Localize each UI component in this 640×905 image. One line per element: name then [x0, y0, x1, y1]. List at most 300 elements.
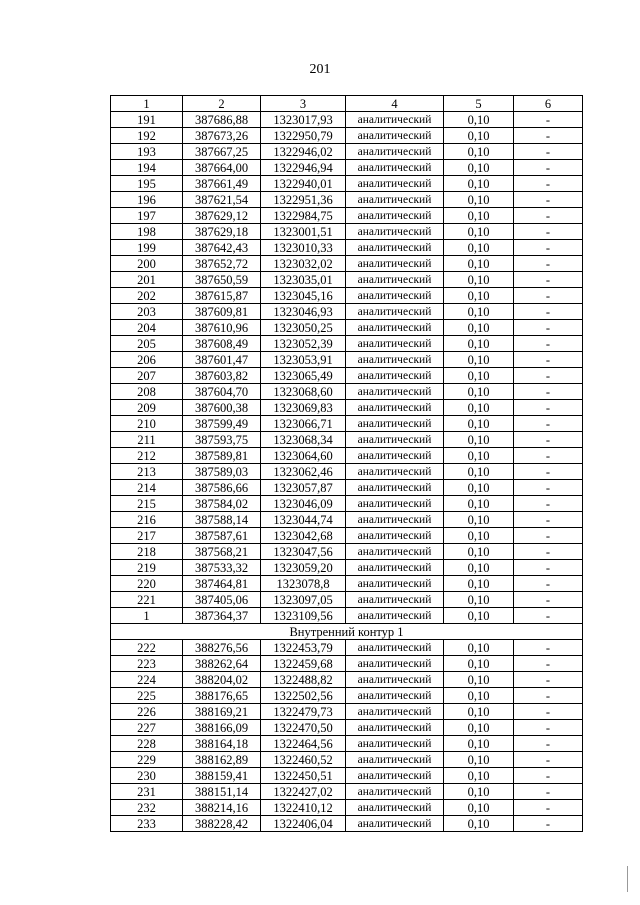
section-title: Внутренний контур 1: [111, 624, 583, 640]
table-cell: -: [514, 800, 583, 816]
table-row: [111, 672, 583, 688]
table-row: [111, 336, 583, 352]
table-row: [111, 448, 583, 464]
table-cell: 0,10: [444, 448, 514, 464]
table-cell: 201: [111, 272, 183, 288]
table-cell: 387588,14: [183, 512, 261, 528]
table-row: [111, 240, 583, 256]
table-cell: 387609,81: [183, 304, 261, 320]
table-cell: 1322427,02: [261, 784, 346, 800]
table-cell: 197: [111, 208, 183, 224]
table-cell: 228: [111, 736, 183, 752]
table-cell: 387584,02: [183, 496, 261, 512]
table-cell: 202: [111, 288, 183, 304]
table-cell: 1323032,02: [261, 256, 346, 272]
table-cell: аналитический: [346, 768, 444, 784]
table-cell: 1322406,04: [261, 816, 346, 832]
table-cell: 198: [111, 224, 183, 240]
table-cell: -: [514, 192, 583, 208]
table-cell: 388169,21: [183, 704, 261, 720]
table-row: [111, 640, 583, 656]
table-cell: -: [514, 592, 583, 608]
table-row: [111, 704, 583, 720]
table-cell: 1323068,34: [261, 432, 346, 448]
table-cell: 1322502,56: [261, 688, 346, 704]
table-cell: -: [514, 784, 583, 800]
table-row: [111, 656, 583, 672]
table-cell: 1323046,93: [261, 304, 346, 320]
column-header: 1: [111, 96, 183, 112]
table-row: [111, 528, 583, 544]
table-cell: 387586,66: [183, 480, 261, 496]
table-cell: -: [514, 752, 583, 768]
table-cell: 1323047,56: [261, 544, 346, 560]
table-cell: 0,10: [444, 128, 514, 144]
table-cell: 0,10: [444, 784, 514, 800]
table-cell: 1323010,33: [261, 240, 346, 256]
table-cell: аналитический: [346, 288, 444, 304]
table-cell: -: [514, 608, 583, 624]
column-header: 5: [444, 96, 514, 112]
table-cell: 387664,00: [183, 160, 261, 176]
table-cell: 0,10: [444, 256, 514, 272]
table-row: [111, 288, 583, 304]
table-row: [111, 432, 583, 448]
table-cell: 225: [111, 688, 183, 704]
table-cell: 387608,49: [183, 336, 261, 352]
table-cell: 0,10: [444, 752, 514, 768]
table-cell: -: [514, 160, 583, 176]
table-cell: 0,10: [444, 416, 514, 432]
table-cell: 213: [111, 464, 183, 480]
table-cell: -: [514, 320, 583, 336]
table-cell: 387661,49: [183, 176, 261, 192]
table-row: [111, 144, 583, 160]
table-cell: аналитический: [346, 528, 444, 544]
table-cell: аналитический: [346, 304, 444, 320]
table-cell: 221: [111, 592, 183, 608]
table-cell: аналитический: [346, 144, 444, 160]
table-cell: 387652,72: [183, 256, 261, 272]
table-cell: 387629,18: [183, 224, 261, 240]
table-cell: 1322946,94: [261, 160, 346, 176]
table-cell: 387593,75: [183, 432, 261, 448]
table-cell: 0,10: [444, 816, 514, 832]
table-cell: 219: [111, 560, 183, 576]
table-cell: 1322470,50: [261, 720, 346, 736]
table-cell: 1323045,16: [261, 288, 346, 304]
table-cell: 0,10: [444, 112, 514, 128]
table-cell: -: [514, 544, 583, 560]
table-cell: аналитический: [346, 704, 444, 720]
table-cell: аналитический: [346, 592, 444, 608]
table-cell: -: [514, 176, 583, 192]
table-cell: -: [514, 128, 583, 144]
table-row: [111, 720, 583, 736]
table-cell: аналитический: [346, 640, 444, 656]
table-cell: 217: [111, 528, 183, 544]
table-cell: аналитический: [346, 448, 444, 464]
table-row: [111, 784, 583, 800]
table-cell: -: [514, 448, 583, 464]
table-cell: 1323065,49: [261, 368, 346, 384]
table-cell: -: [514, 768, 583, 784]
table-cell: 387600,38: [183, 400, 261, 416]
table-cell: 0,10: [444, 768, 514, 784]
table-cell: 207: [111, 368, 183, 384]
table-cell: 387604,70: [183, 384, 261, 400]
table-cell: 1323050,25: [261, 320, 346, 336]
table-cell: 387533,32: [183, 560, 261, 576]
table-cell: 1323097,05: [261, 592, 346, 608]
table-cell: 0,10: [444, 528, 514, 544]
table-cell: -: [514, 720, 583, 736]
table-cell: 1322459,68: [261, 656, 346, 672]
table-cell: -: [514, 368, 583, 384]
table-row: [111, 560, 583, 576]
coordinates-table: [110, 95, 583, 832]
table-row: [111, 352, 583, 368]
table-cell: 387364,37: [183, 608, 261, 624]
table-cell: 194: [111, 160, 183, 176]
table-cell: 195: [111, 176, 183, 192]
table-cell: 1322940,01: [261, 176, 346, 192]
table-cell: -: [514, 736, 583, 752]
table-cell: 0,10: [444, 608, 514, 624]
table-cell: 1322946,02: [261, 144, 346, 160]
table-cell: 1323044,74: [261, 512, 346, 528]
table-cell: -: [514, 512, 583, 528]
table-cell: 200: [111, 256, 183, 272]
column-header: 3: [261, 96, 346, 112]
table-cell: 0,10: [444, 208, 514, 224]
table-cell: 0,10: [444, 384, 514, 400]
table-cell: аналитический: [346, 240, 444, 256]
table-cell: 0,10: [444, 640, 514, 656]
table-cell: аналитический: [346, 720, 444, 736]
table-cell: 1: [111, 608, 183, 624]
table-cell: аналитический: [346, 112, 444, 128]
column-header: 2: [183, 96, 261, 112]
table-row: [111, 256, 583, 272]
table-row: [111, 496, 583, 512]
table-cell: 0,10: [444, 176, 514, 192]
table-cell: 387615,87: [183, 288, 261, 304]
table-row: [111, 800, 583, 816]
table-cell: аналитический: [346, 432, 444, 448]
table-cell: 388276,56: [183, 640, 261, 656]
table-cell: аналитический: [346, 336, 444, 352]
table-cell: 1322460,52: [261, 752, 346, 768]
table-cell: 0,10: [444, 352, 514, 368]
table-cell: -: [514, 656, 583, 672]
table-row: [111, 192, 583, 208]
table-cell: 1322453,79: [261, 640, 346, 656]
table-cell: 388176,65: [183, 688, 261, 704]
table-cell: 211: [111, 432, 183, 448]
table-cell: -: [514, 272, 583, 288]
table-cell: 206: [111, 352, 183, 368]
table-cell: 0,10: [444, 480, 514, 496]
table-cell: 0,10: [444, 512, 514, 528]
table-cell: 0,10: [444, 576, 514, 592]
table-row: [111, 736, 583, 752]
table-cell: -: [514, 384, 583, 400]
table-cell: 1322984,75: [261, 208, 346, 224]
table-cell: 1323109,56: [261, 608, 346, 624]
table-cell: аналитический: [346, 352, 444, 368]
table-cell: 1323059,20: [261, 560, 346, 576]
table-cell: -: [514, 288, 583, 304]
table-cell: 0,10: [444, 736, 514, 752]
table-cell: -: [514, 336, 583, 352]
table-cell: аналитический: [346, 560, 444, 576]
table-row: [111, 176, 583, 192]
table-row: [111, 368, 583, 384]
table-cell: 0,10: [444, 464, 514, 480]
table-cell: аналитический: [346, 464, 444, 480]
table-cell: аналитический: [346, 192, 444, 208]
table-cell: 1322410,12: [261, 800, 346, 816]
margin-mark: [627, 866, 628, 892]
table-cell: 1323064,60: [261, 448, 346, 464]
table-cell: 199: [111, 240, 183, 256]
table-cell: 0,10: [444, 224, 514, 240]
table-cell: аналитический: [346, 752, 444, 768]
table-row: [111, 416, 583, 432]
table-cell: аналитический: [346, 176, 444, 192]
table-row: [111, 544, 583, 560]
table-cell: 388166,09: [183, 720, 261, 736]
table-cell: -: [514, 576, 583, 592]
table-body: [111, 112, 583, 832]
table-cell: 387621,54: [183, 192, 261, 208]
table-cell: -: [514, 640, 583, 656]
table-cell: аналитический: [346, 384, 444, 400]
table-cell: 388204,02: [183, 672, 261, 688]
table-cell: 230: [111, 768, 183, 784]
table-row: [111, 688, 583, 704]
table-cell: 388214,16: [183, 800, 261, 816]
page-number: 201: [309, 62, 331, 77]
table-cell: 1323057,87: [261, 480, 346, 496]
table-row: [111, 112, 583, 128]
table-cell: -: [514, 416, 583, 432]
table-cell: 388228,42: [183, 816, 261, 832]
table-cell: 0,10: [444, 336, 514, 352]
table-cell: 387464,81: [183, 576, 261, 592]
table-cell: 387629,12: [183, 208, 261, 224]
table-cell: 229: [111, 752, 183, 768]
table-row: [111, 320, 583, 336]
table-cell: 1323069,83: [261, 400, 346, 416]
table-cell: аналитический: [346, 512, 444, 528]
table-cell: 232: [111, 800, 183, 816]
table-row: [111, 592, 583, 608]
table-cell: аналитический: [346, 800, 444, 816]
table-cell: 1323001,51: [261, 224, 346, 240]
table-cell: 1323042,68: [261, 528, 346, 544]
table-cell: -: [514, 672, 583, 688]
table-cell: 216: [111, 512, 183, 528]
table-cell: -: [514, 240, 583, 256]
table-cell: 0,10: [444, 592, 514, 608]
table-cell: 1323066,71: [261, 416, 346, 432]
table-cell: 210: [111, 416, 183, 432]
table-cell: 208: [111, 384, 183, 400]
table-row: [111, 384, 583, 400]
table-header-row: [111, 96, 583, 112]
table-cell: -: [514, 464, 583, 480]
table-cell: 0,10: [444, 400, 514, 416]
table-cell: 0,10: [444, 560, 514, 576]
table-cell: 0,10: [444, 240, 514, 256]
table-cell: аналитический: [346, 672, 444, 688]
table-cell: -: [514, 480, 583, 496]
table-cell: 0,10: [444, 144, 514, 160]
table-row: [111, 224, 583, 240]
table-cell: 388159,41: [183, 768, 261, 784]
table-cell: 1323068,60: [261, 384, 346, 400]
table-cell: 196: [111, 192, 183, 208]
table-cell: 1323046,09: [261, 496, 346, 512]
table-cell: аналитический: [346, 208, 444, 224]
table-cell: 0,10: [444, 288, 514, 304]
table-row: [111, 768, 583, 784]
table-cell: -: [514, 528, 583, 544]
table-cell: 0,10: [444, 496, 514, 512]
table-cell: 1323052,39: [261, 336, 346, 352]
table-cell: аналитический: [346, 224, 444, 240]
table-cell: 387599,49: [183, 416, 261, 432]
table-cell: -: [514, 256, 583, 272]
table-cell: 387603,82: [183, 368, 261, 384]
table-cell: 218: [111, 544, 183, 560]
table-cell: -: [514, 688, 583, 704]
table-cell: 203: [111, 304, 183, 320]
table-cell: -: [514, 304, 583, 320]
table-cell: 0,10: [444, 432, 514, 448]
table-cell: 387568,21: [183, 544, 261, 560]
table-cell: аналитический: [346, 128, 444, 144]
table-cell: аналитический: [346, 256, 444, 272]
table-cell: аналитический: [346, 272, 444, 288]
table-cell: 220: [111, 576, 183, 592]
table-cell: 0,10: [444, 272, 514, 288]
table-cell: аналитический: [346, 496, 444, 512]
table-cell: 0,10: [444, 800, 514, 816]
table-cell: 205: [111, 336, 183, 352]
table-cell: -: [514, 400, 583, 416]
table-cell: 0,10: [444, 192, 514, 208]
table-cell: 387601,47: [183, 352, 261, 368]
table-cell: 0,10: [444, 704, 514, 720]
section-row: [111, 624, 583, 640]
table-cell: аналитический: [346, 160, 444, 176]
table-cell: аналитический: [346, 480, 444, 496]
table-cell: 387589,03: [183, 464, 261, 480]
table-cell: -: [514, 816, 583, 832]
table-cell: 387589,81: [183, 448, 261, 464]
table-cell: 387405,06: [183, 592, 261, 608]
table-cell: аналитический: [346, 320, 444, 336]
table-cell: -: [514, 112, 583, 128]
table-cell: 191: [111, 112, 183, 128]
table-cell: 233: [111, 816, 183, 832]
table-row: [111, 608, 583, 624]
table-cell: 193: [111, 144, 183, 160]
table-cell: аналитический: [346, 608, 444, 624]
table-cell: 387610,96: [183, 320, 261, 336]
table-cell: 1322951,36: [261, 192, 346, 208]
table-cell: 387667,25: [183, 144, 261, 160]
table-cell: 1323053,91: [261, 352, 346, 368]
table-cell: аналитический: [346, 784, 444, 800]
table-cell: аналитический: [346, 368, 444, 384]
table-cell: 222: [111, 640, 183, 656]
table-cell: 212: [111, 448, 183, 464]
table-cell: 1322479,73: [261, 704, 346, 720]
table-cell: 1322488,82: [261, 672, 346, 688]
table-row: [111, 752, 583, 768]
table-cell: 1323062,46: [261, 464, 346, 480]
table-cell: -: [514, 208, 583, 224]
table-cell: 0,10: [444, 160, 514, 176]
table-cell: 1322950,79: [261, 128, 346, 144]
table-cell: -: [514, 704, 583, 720]
table-cell: 209: [111, 400, 183, 416]
column-header: 6: [514, 96, 583, 112]
table-cell: 387650,59: [183, 272, 261, 288]
table-cell: -: [514, 352, 583, 368]
table-cell: 1322464,56: [261, 736, 346, 752]
table-cell: аналитический: [346, 656, 444, 672]
table-cell: аналитический: [346, 416, 444, 432]
table-cell: -: [514, 224, 583, 240]
table-row: [111, 816, 583, 832]
table-row: [111, 272, 583, 288]
table-cell: 0,10: [444, 688, 514, 704]
table-row: [111, 400, 583, 416]
table-cell: 192: [111, 128, 183, 144]
table-row: [111, 128, 583, 144]
table-row: [111, 480, 583, 496]
table-cell: -: [514, 432, 583, 448]
table-cell: аналитический: [346, 576, 444, 592]
table-cell: 387686,88: [183, 112, 261, 128]
table-cell: 388162,89: [183, 752, 261, 768]
table-cell: 1323017,93: [261, 112, 346, 128]
table-cell: 387587,61: [183, 528, 261, 544]
table-cell: 1323035,01: [261, 272, 346, 288]
table-cell: 1322450,51: [261, 768, 346, 784]
table-cell: аналитический: [346, 688, 444, 704]
table-cell: 223: [111, 656, 183, 672]
table-cell: 388262,64: [183, 656, 261, 672]
table-cell: -: [514, 560, 583, 576]
table-cell: 0,10: [444, 320, 514, 336]
table-cell: аналитический: [346, 736, 444, 752]
table-cell: 0,10: [444, 656, 514, 672]
table-cell: -: [514, 496, 583, 512]
table-row: [111, 304, 583, 320]
table-cell: 1323078,8: [261, 576, 346, 592]
table-cell: 215: [111, 496, 183, 512]
table-cell: аналитический: [346, 816, 444, 832]
table-cell: аналитический: [346, 544, 444, 560]
table-cell: 387642,43: [183, 240, 261, 256]
table-row: [111, 160, 583, 176]
